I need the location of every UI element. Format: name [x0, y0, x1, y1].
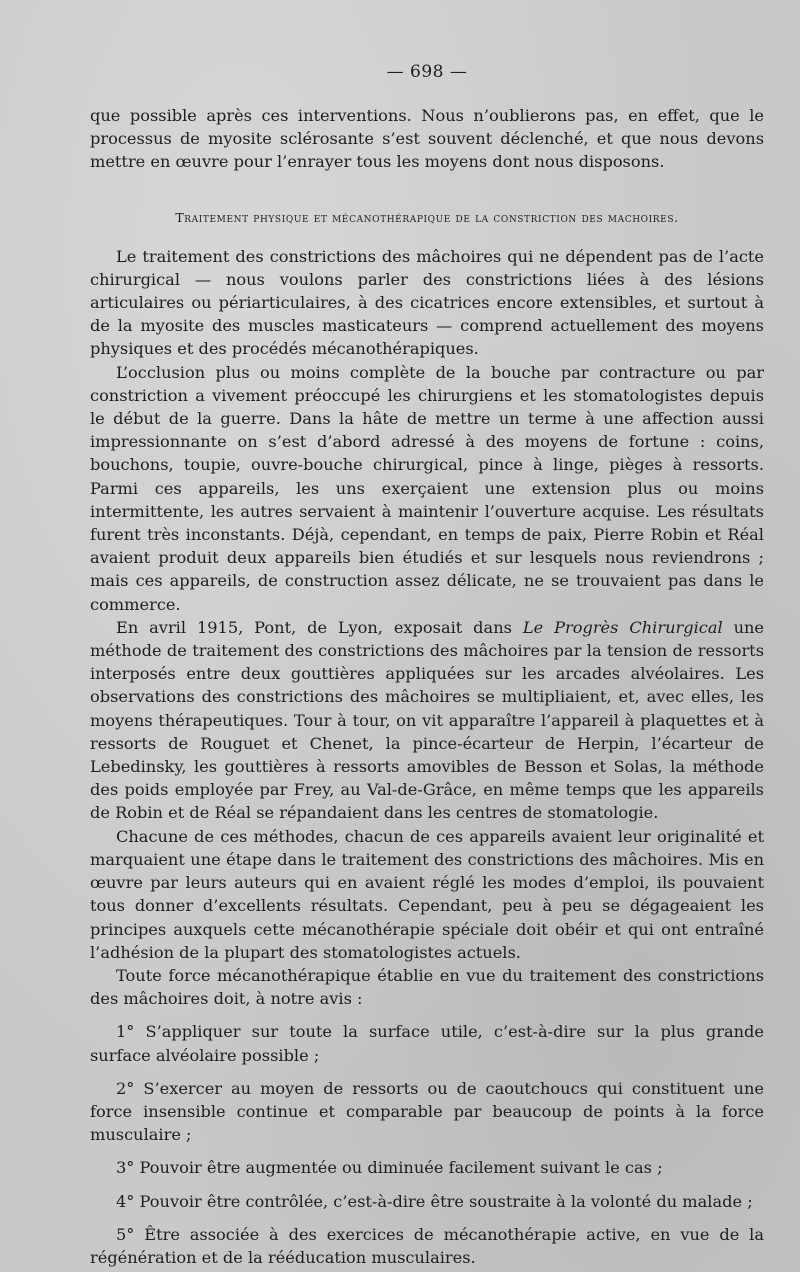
paragraph-avril-1915-start: En avril 1915, Pont, de Lyon, exposait dans — [116, 617, 523, 637]
section-heading: Traitement physique et mécanothérapique de la constriction des machoires. — [175, 209, 679, 225]
paragraph-toute-force: Toute force mécanothérapique établie en vue du traitement des constrictions des mâchoires doit, à notre avis : — [90, 965, 764, 1009]
paragraph-chacune: Chacune de ces méthodes, chacun de ces appareils avaient leur originalité et marquaient une étape dans le traitement des constrictions des mâchoires. Mis en œuvre par leurs auteurs qui en avaient réglé les modes d’emploi, ils pouvaient tous donner d’excellents résultats. Cependant, peu à peu se dégageaient les principes auxquels cette mécanothérapie spéciale doit obéir et qui ont entraîné l’adhésion de la plupart des stomatologistes actuels. — [90, 826, 764, 962]
journal-title: Le Progrès Chirurgical — [522, 617, 723, 637]
page-number: — 698 — — [386, 62, 468, 82]
paragraph-avril-1915 — [90, 616, 764, 825]
paragraph-avril-1915-rest: une méthode de traitement des constrictions des mâchoires par la tension de ressorts interposés entre deux gouttières appliquées sur les arcades alvéolaires. Les observations des constrictions des mâchoires se multipliaient, et, avec elles, les moyens thérapeutiques. Tour à tour, on vit apparaître l’appareil à plaquettes et à ressorts de Rouguet et Chenet, la pince-écarteur de Herpin, l’écarteur de Lebedinsky, les gouttières à ressorts amovibles de Besson et Solas, la méthode des poids employée par Frey, au Val-de-Grâce, en même temps que les appareils de Robin et de Réal se répandaient dans les centres de stomatologie. — [90, 617, 765, 823]
principle-item-5: 5° Être associée à des exercices de mécanothérapie active, en vue de la régénération et de la rééducation musculaires. — [90, 1224, 764, 1267]
principle-item-2: 2° S’exercer au moyen de ressorts ou de caoutchoucs qui constituent une force insensible continue et comparable par beaucoup de points à la force musculaire ; — [90, 1078, 764, 1145]
paragraph-traitement: Le traitement des constrictions des mâchoires qui ne dépendent pas de l’acte chirurgical — nous voulons parler des constrictions liées à des lésions articulaires ou périarticulaires, à des cicatrices encore extensibles, et surtout à de la myosite des muscles masticateurs — comprend actuellement des moyens physiques et des procédés mécanothérapiques. — [90, 246, 764, 359]
principle-item-1: 1° S’appliquer sur toute la surface utile, c’est-à-dire sur la plus grande surface alvéolaire possible ; — [90, 1022, 764, 1065]
principle-item-3: 3° Pouvoir être augmentée ou diminuée facilement suivant le cas ; — [116, 1158, 663, 1178]
principle-item-4: 4° Pouvoir être contrôlée, c’est-à-dire être soustraite à la volonté du malade ; — [116, 1191, 753, 1211]
continuation-paragraph: que possible après ces interventions. Nous n’oublierons pas, en effet, que le processus de myosite sclérosante s’est souvent déclenché, et que nous devons mettre en œuvre pour l’enrayer tous les moyens dont nous disposons. — [90, 106, 764, 172]
paragraph-occlusion: L’occlusion plus ou moins complète de la bouche par contracture ou par constriction a vivement préoccupé les chirurgiens et les stomatologistes depuis le début de la guerre. Dans la hâte de mettre un terme à une affection aussi impressionnante on s’est d’abord adressé à des moyens de fortune : coins, bouchons, toupie, ouvre-bouche chirurgical, pince à linge, pièges à ressorts. Parmi ces appareils, les uns exerçaient une extension plus ou moins intermittente, les autres servaient à maintenir l’ouverture acquise. Les résultats furent très inconstants. Déjà, cependant, en temps de paix, Pierre Robin et Réal avaient produit deux appareils bien étudiés et sur lesquels nous reviendrons ; mais ces appareils, de construction assez délicate, ne se trouvaient pas dans le commerce. — [90, 362, 764, 614]
